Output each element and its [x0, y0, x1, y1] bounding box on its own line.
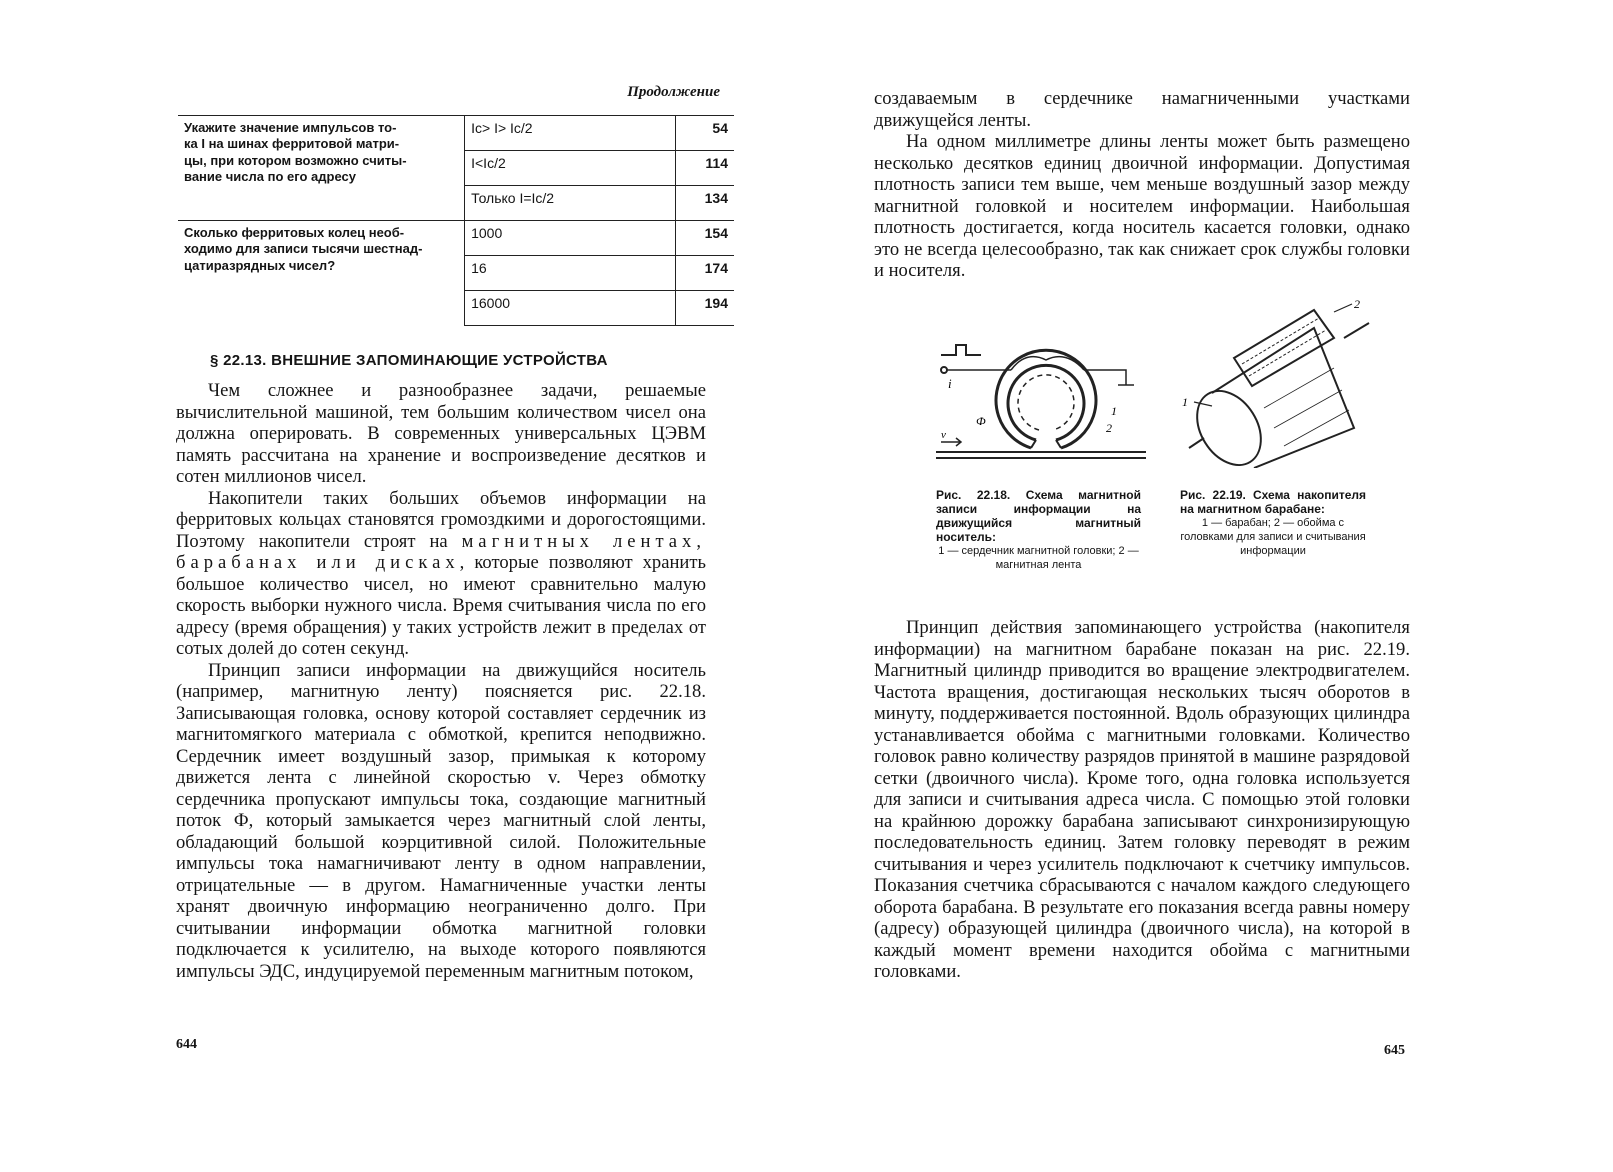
question-line: Сколько ферритовых колец необ-: [184, 225, 405, 240]
magnetic-head-diagram: [936, 330, 1146, 470]
caption-title: Рис. 22.18. Схема магнитной записи информации на движущийся магнитный носитель:: [936, 488, 1141, 544]
drum-end: [1184, 379, 1274, 468]
caption-legend: 1 — барабан; 2 — обойма с головками для записи и считывания информации: [1180, 517, 1366, 557]
question-table: [178, 115, 734, 326]
label-flux: Ф: [976, 414, 986, 428]
answer-page-number: 134: [676, 186, 734, 221]
paragraph: Принцип действия запоминающего устройства (накопителя информации) на магнитном барабане показан на рис. 22.19. Магнитный цилиндр приводится во вращение электродвигателем. Частота вращения, достигающая нескольких тысяч оборотов в минуту, поддерживается постоянной. Вдоль образующих цилиндра устанавливается обойма с магнитными головками. Количество головок равно количеству разрядов принятой в машине разрядовой сетки (двоичного числа). Кроме того, одна головка используется для записи и считывания адреса числа. С помощью этой головки на крайнюю дорожку барабана записывают синхронизирующую последовательность единиц. Затем головку переводят в режим считывания и через усилитель подключают к счетчику импульсов. Показания счетчика сбрасываются с началом каждого следующего оборота барабана. В результате его показания всегда равны номеру (адресу) образующей цилиндра (двоичного числа), на которой в каждый момент времени находится обойма с магнитными головками.: [874, 617, 1410, 982]
leader-1: [1194, 402, 1212, 406]
question-line: цатиразрядных чисел?: [184, 257, 336, 273]
right-page: [806, 0, 1613, 1172]
answer-cell: Iс> I> Iс/2: [465, 116, 676, 151]
label-tape: 2: [1106, 421, 1112, 435]
question-line: цы, при котором возможно считы-: [184, 152, 407, 168]
caption-title: Рис. 22.19. Схема накопителя на магнитном барабане:: [1180, 488, 1366, 516]
answer-cell: 16000: [465, 291, 676, 326]
table-row: [178, 116, 734, 151]
pulse-signal: [941, 345, 981, 355]
air-gap: [1031, 440, 1061, 448]
answer-cell: Только I=Iс/2: [465, 186, 676, 221]
label-holder: 2: [1354, 298, 1360, 311]
left-page: [0, 0, 806, 1172]
question-line: Укажите значение импульсов то-: [184, 120, 397, 135]
right-top-text: [874, 88, 1410, 282]
answer-cell: 1000: [465, 221, 676, 256]
table-row: [178, 221, 734, 256]
paragraph: На одном миллиметре длины ленты может быть размещено несколько десятков единиц двоичной информации. Допустимая плотность записи тем выше, чем меньше воздушный зазор между магнитной головкой и носителем информации. Наибольшая плотность достигается, когда носитель касается головки, однако это не всегда целесообразно, так как снижает срок службы головки и носителя.: [874, 131, 1410, 281]
answer-cell: I<Iс/2: [465, 151, 676, 186]
magnetic-tape: [936, 452, 1146, 458]
paragraph-text: Накопители таких больших объемов информации на ферритовых кольцах становятся громоздкими и дорогостоящими. Поэтому накопители строят на: [176, 487, 706, 552]
axle: [1189, 323, 1369, 448]
answer-page-number: 154: [676, 221, 734, 256]
paragraph: Чем сложнее и разнообразнее задачи, решаемые вычислительной машиной, тем большим количеством чисел она должна оперировать. В современных универсальных ЦЭВМ память рассчитана на хранение и воспроизведение десятков и сотен миллионов чисел.: [176, 380, 706, 487]
answer-page-number: 174: [676, 256, 734, 291]
label-drum: 1: [1182, 395, 1188, 409]
left-body-text: [176, 380, 706, 982]
answer-page-number: 114: [676, 151, 734, 186]
figure-caption-22-19: [1180, 488, 1366, 558]
right-bottom-text: [874, 617, 1410, 983]
question-line: вание числа по его адресу: [184, 168, 356, 184]
section-title: § 22.13. ВНЕШНИЕ ЗАПОМИНАЮЩИЕ УСТРОЙСТВА: [210, 352, 608, 369]
caption-legend: 1 — сердечник магнитной головки; 2 — магнитная лента: [938, 545, 1139, 571]
paragraph: [176, 488, 706, 660]
spaced-emphasis: магнитных лентах, барабанах или дисках: [176, 530, 706, 573]
answer-page-number: 54: [676, 116, 734, 151]
magnetic-drum-diagram: [1174, 298, 1374, 468]
terminal: [941, 367, 947, 373]
paragraph: Принцип записи информации на движущийся носитель (например, магнитную ленту) поясняется рис. 22.18. Записывающая головка, основу которой составляет сердечник из магнитомягкого материала с обмоткой, крепится неподвижно. Сердечник имеет воздушный зазор, примыкая к которому движется лента с линейной скоростью v. Через обмотку сердечника пропускают импульсы тока, создающие магнитный поток Ф, который замыкается через магнитный слой ленты, обладающий большой коэрцитивной силой. Положительные импульсы тока намагничивают ленту в одном направлении, отрицательные — в другом. Намагниченные участки ленты хранят двоичную информацию неограниченно долго. При считывании информации обмотка магнитной головки подключается к усилителю, на выходе которого появляются импульсы ЭДС, индуцируемой переменным магнитным потоком,: [176, 659, 706, 982]
continuation-label: Продолжение: [627, 84, 720, 100]
label-core: 1: [1111, 404, 1117, 418]
answer-page-number: 194: [676, 291, 734, 326]
question-cell: [178, 116, 465, 221]
answer-cell: 16: [465, 256, 676, 291]
paragraph: создаваемым в сердечнике намагниченными участками движущейся ленты.: [874, 88, 1410, 131]
figure-caption-22-18: [936, 488, 1141, 572]
page-number: 645: [1384, 1043, 1405, 1058]
paragraph-text: , которые позволяют хранить большое количество чисел, но имеют сравнительно малую скорость выборки нужного числа. Время считывания числа по его адресу (время обращения) у таких устройств лежит в пределах от сотых долей до сотен секунд.: [176, 552, 706, 659]
question-cell: [178, 221, 465, 326]
label-velocity: v: [941, 429, 946, 441]
question-line: ка I на шинах ферритовой матри-: [184, 136, 400, 152]
flux-path: [1018, 375, 1074, 430]
drum-body: [1212, 328, 1354, 468]
label-current: i: [948, 376, 952, 391]
leader-2: [1334, 304, 1352, 312]
core-inner: [1008, 365, 1084, 440]
question-line: ходимо для записи тысячи шестнад-: [184, 241, 423, 257]
page-number: 644: [176, 1037, 197, 1052]
